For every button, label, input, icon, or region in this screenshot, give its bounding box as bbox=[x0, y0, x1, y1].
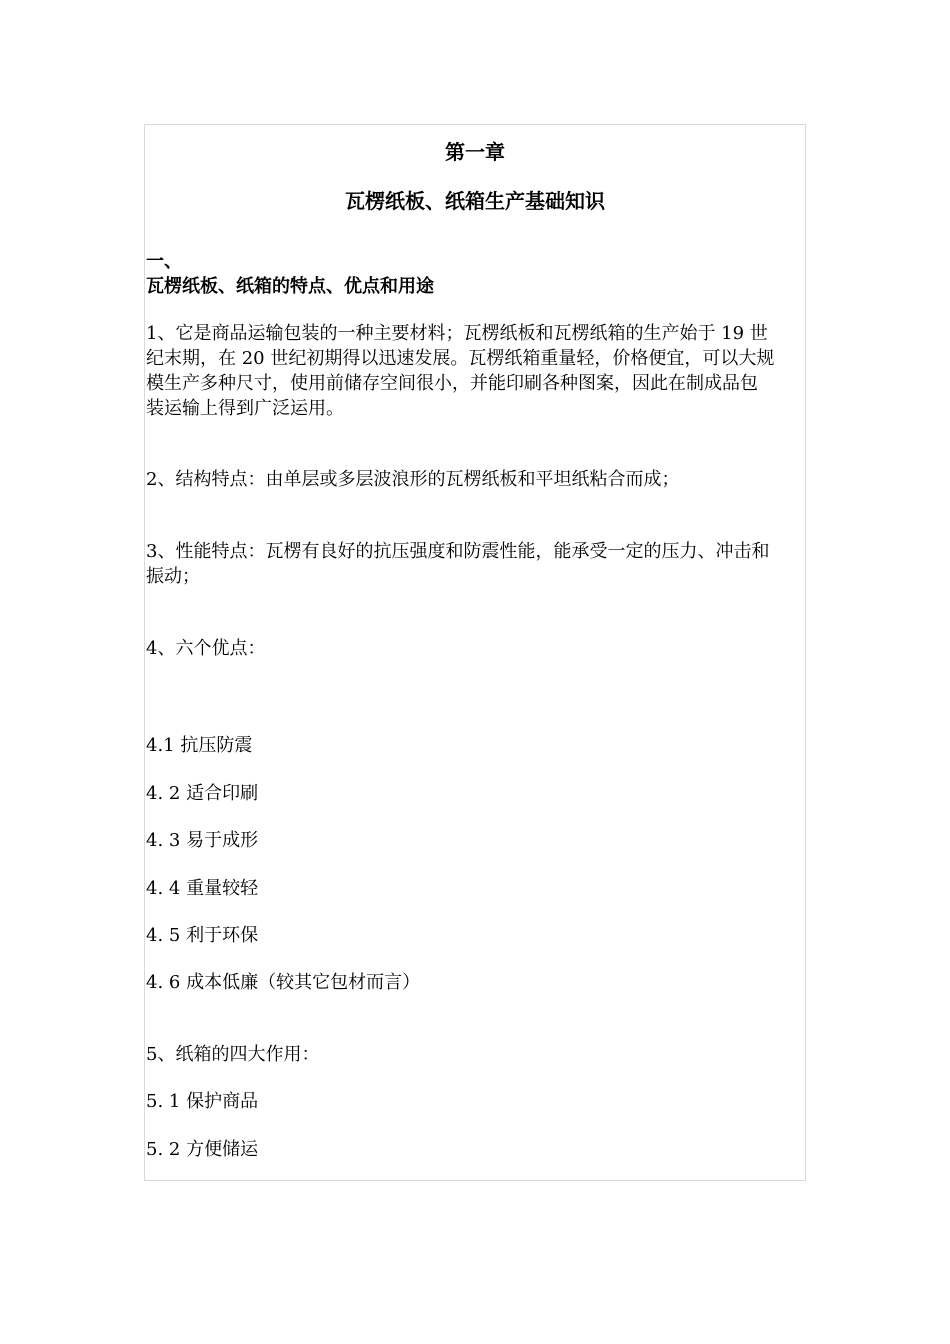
function-item: 5. 2 方便储运 bbox=[146, 1139, 259, 1160]
section-number: 一、 bbox=[146, 251, 182, 272]
advantage-item: 4. 6 成本低廉（较其它包材而言） bbox=[146, 972, 421, 993]
advantage-item: 4. 3 易于成形 bbox=[146, 830, 259, 851]
paragraph-1-line-1: 1、它是商品运输包装的一种主要材料；瓦楞纸板和瓦楞纸箱的生产始于 19 世 bbox=[146, 323, 768, 344]
paragraph-3-line-2: 振动； bbox=[146, 566, 200, 587]
advantage-item: 4. 2 适合印刷 bbox=[146, 783, 259, 804]
section-title: 瓦楞纸板、纸箱的特点、优点和用途 bbox=[146, 276, 434, 297]
paragraph-2-line-1: 2、结构特点：由单层或多层波浪形的瓦楞纸板和平坦纸粘合而成； bbox=[146, 469, 680, 490]
chapter-heading: 第一章 bbox=[445, 140, 505, 164]
document-title: 瓦楞纸板、纸箱生产基础知识 bbox=[345, 189, 605, 213]
paragraph-4-line-1: 4、六个优点： bbox=[146, 638, 266, 659]
advantage-item: 4. 4 重量较轻 bbox=[146, 878, 259, 899]
paragraph-1-line-4: 装运输上得到广泛运用。 bbox=[146, 398, 344, 419]
paragraph-1-line-3: 模生产多种尺寸，使用前储存空间很小，并能印刷各种图案，因此在制成品包 bbox=[146, 373, 758, 394]
advantage-item: 4.1 抗压防震 bbox=[146, 735, 253, 756]
function-item: 5. 1 保护商品 bbox=[146, 1091, 259, 1112]
functions-heading: 5、纸箱的四大作用： bbox=[146, 1044, 320, 1065]
paragraph-1-line-2: 纪末期，在 20 世纪初期得以迅速发展。瓦楞纸箱重量轻，价格便宜，可以大规 bbox=[146, 348, 775, 369]
advantage-item: 4. 5 利于环保 bbox=[146, 925, 259, 946]
paragraph-3-line-1: 3、性能特点：瓦楞有良好的抗压强度和防震性能，能承受一定的压力、冲击和 bbox=[146, 541, 770, 562]
